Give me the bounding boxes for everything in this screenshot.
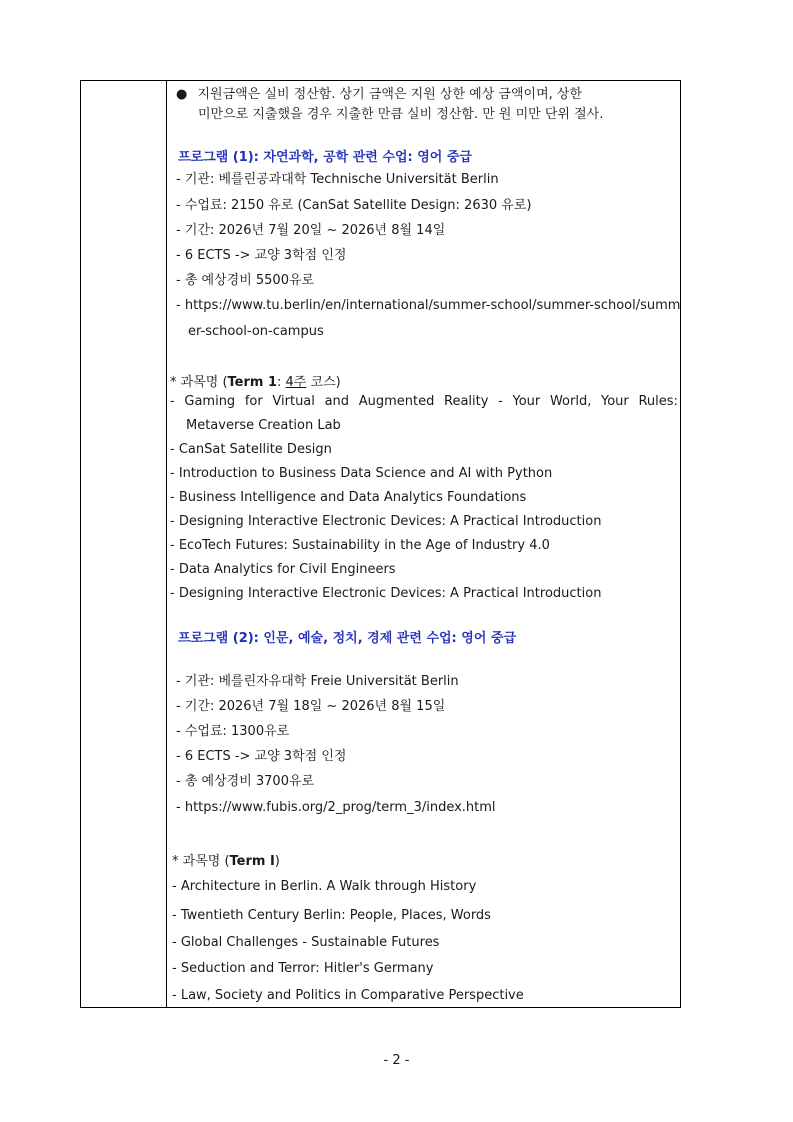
program1-course-6: - EcoTech Futures: Sustainability in the Age of Industry 4.0 [170,538,550,553]
program1-course-3: - Introduction to Business Data Science and AI with Python [170,466,553,481]
program2-course-4: - Seduction and Terror: Hitler's Germany [172,961,434,976]
program2-credits: - 6 ECTS -> 교양 3학점 인정 [176,749,347,764]
program2-courses-label: * 과목명 (Term I) [172,854,280,869]
program2-tuition: - 수업료: 1300유로 [176,724,290,739]
program1-total-cost: - 총 예상경비 5500유로 [176,273,315,288]
program1-institution: - 기관: 베를린공과대학 Technische Universität Berlin [176,172,499,187]
program2-course-2: - Twentieth Century Berlin: People, Places, Words [172,908,491,923]
program1-period: - 기간: 2026년 7월 20일 ~ 2026년 8월 14일 [176,223,446,238]
program2-course-3: - Global Challenges - Sustainable Futures [172,935,440,950]
program1-credits: - 6 ECTS -> 교양 3학점 인정 [176,248,347,263]
program2-url[interactable]: - https://www.fubis.org/2_prog/term_3/index.html [176,800,496,815]
program1-course-4: - Business Intelligence and Data Analytics Foundations [170,490,527,505]
program2-course-1: - Architecture in Berlin. A Walk through History [172,879,477,894]
program2-heading: 프로그램 (2): 인문, 예술, 정치, 경제 관련 수업: 영어 중급 [178,631,517,646]
program2-institution: - 기관: 베를린자유대학 Freie Universität Berlin [176,674,459,689]
program1-tuition: - 수업료: 2150 유로 (CanSat Satellite Design: 2630 유로) [176,198,532,213]
program1-url-line1[interactable]: - https://www.tu.berlin/en/international/summer-school/summer-school/summ [176,298,681,313]
bullet-icon: ● [176,87,188,102]
program2-total-cost: - 총 예상경비 3700유로 [176,774,315,789]
notice-line-2: 미만으로 지출했을 경우 지출한 만큼 실비 정산함. 만 원 미만 단위 절사. [198,107,604,122]
program1-course-5: - Designing Interactive Electronic Devices: A Practical Introduction [170,514,602,529]
program1-course-8: - Designing Interactive Electronic Devices: A Practical Introduction [170,586,602,601]
program2-course-5: - Law, Society and Politics in Comparative Perspective [172,988,524,1003]
program1-course-1: - Gaming for Virtual and Augmented Reality - Your World, Your Rules: [170,394,678,409]
notice-line-1: ● 지원금액은 실비 정산함. 상기 금액은 지원 상한 예상 금액이며, 상한 [176,87,583,102]
program1-course-2: - CanSat Satellite Design [170,442,332,457]
page-number: - 2 - [383,1053,410,1068]
program1-course-1-cont: Metaverse Creation Lab [186,418,341,433]
program1-courses-label: * 과목명 (Term 1: 4주 코스) [170,375,341,390]
program1-heading: 프로그램 (1): 자연과학, 공학 관련 수업: 영어 중급 [178,150,472,165]
program1-course-7: - Data Analytics for Civil Engineers [170,562,396,577]
program1-url-line2[interactable]: er-school-on-campus [188,324,324,339]
column-divider [166,81,167,1007]
program2-period: - 기간: 2026년 7월 18일 ~ 2026년 8월 15일 [176,699,446,714]
